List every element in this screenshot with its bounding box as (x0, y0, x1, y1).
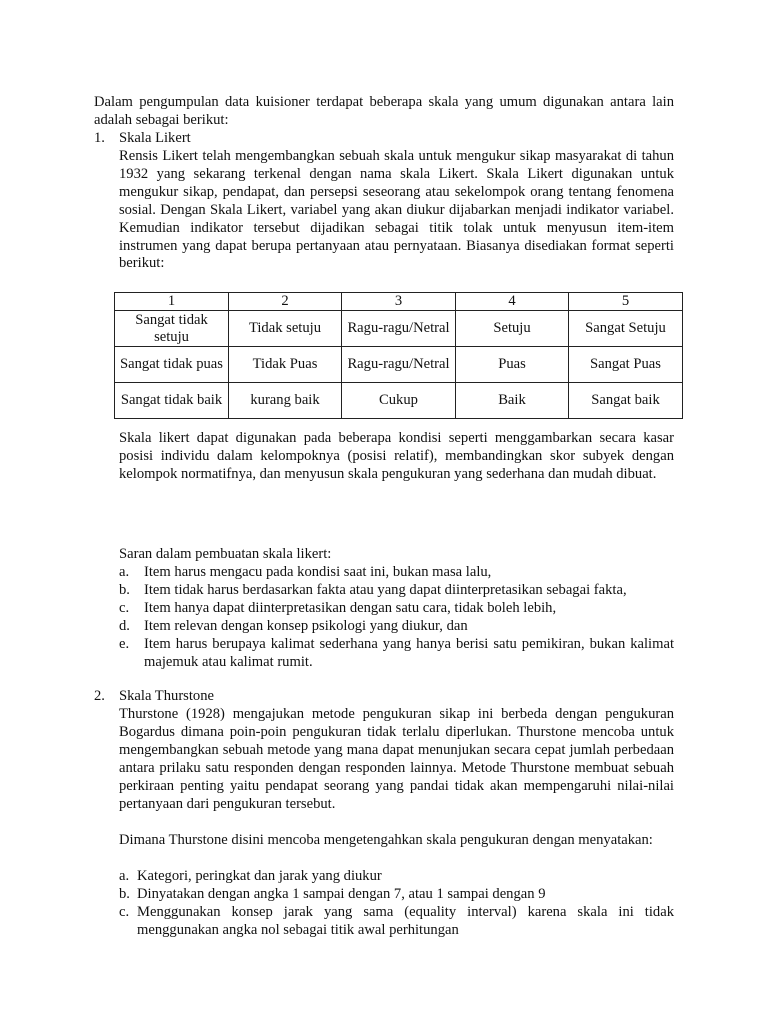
table-header-cell: 4 (456, 293, 569, 311)
section-2-number: 2. (94, 688, 105, 704)
table-row (115, 311, 683, 347)
list-item: Menggunakan konsep jarak yang sama (equality interval) karena skala ini tidak menggunakan angka nol sebagai titik awal perhitungan (137, 904, 674, 938)
section-2-title: Skala Thurstone (119, 688, 214, 704)
table-header-cell: 1 (115, 293, 229, 311)
list-item: Kategori, peringkat dan jarak yang diukur (137, 868, 382, 884)
table-cell: Ragu-ragu/Netral (342, 347, 456, 383)
list-marker: e. (119, 636, 130, 652)
table-cell: Sangat tidak puas (115, 347, 229, 383)
table-cell: Puas (456, 347, 569, 383)
table-cell: Baik (456, 383, 569, 419)
table-cell: Setuju (456, 311, 569, 347)
section-2-paragraph: Thurstone (1928) mengajukan metode pengukuran sikap ini berbeda dengan pengukuran Bogardus dimana poin-poin pengukuran tidak terlalu diperlukan. Thurstone mencoba untuk mengembangkan sebuah metode yang mana dapat menunjukan secara cepat jumlah perbedaan antara prilaku satu responden dengan responden lainnya. Metode Thurstone membuat sebuah perkiraan penting yaitu pendapat seorang yang pandai tidak akan mempengaruhi nilai-nilai pertanyaan dari pengukuran tersebut. (119, 706, 674, 812)
list-marker: b. (119, 886, 130, 902)
likert-tips-title: Saran dalam pembuatan skala likert: (119, 546, 332, 562)
list-item: Item tidak harus berdasarkan fakta atau yang dapat diinterpretasikan sebagai fakta, (144, 582, 627, 598)
likert-scale-table (114, 292, 683, 419)
list-marker: a. (119, 868, 130, 884)
table-header-cell: 2 (229, 293, 342, 311)
list-item: Item harus berupaya kalimat sederhana yang hanya berisi satu pemikiran, bukan kalimat majemuk atau kalimat rumit. (144, 636, 674, 670)
table-cell: Cukup (342, 383, 456, 419)
table-row (115, 383, 683, 419)
list-marker: d. (119, 618, 130, 634)
intro-paragraph: Dalam pengumpulan data kuisioner terdapat beberapa skala yang umum digunakan antara lain adalah sebagai berikut: (94, 94, 674, 128)
table-cell: Sangat Setuju (569, 311, 683, 347)
section-1-paragraph: Rensis Likert telah mengembangkan sebuah skala untuk mengukur sikap masyarakat di tahun 1932 yang sekarang terkenal dengan nama skala Likert. Skala Likert digunakan untuk mengukur sikap, pendapat, dan persepsi seseorang atau sekelompok orang tentang fenomena sosial. Dengan Skala Likert, variabel yang akan diukur dijabarkan menjadi indikator variabel. Kemudian indikator tersebut dijadikan sebagai titik tolak untuk menyusun item-item instrumen yang dapat berupa pertanyaan atau pernyataan. Biasanya disediakan format seperti berikut: (119, 148, 674, 272)
table-row (115, 347, 683, 383)
table-cell: Tidak Puas (229, 347, 342, 383)
table-cell: Sangat tidak baik (115, 383, 229, 419)
table-cell: Sangat tidak setuju (115, 311, 229, 347)
likert-usage-paragraph: Skala likert dapat digunakan pada beberapa kondisi seperti menggambarkan secara kasar posisi individu dalam kelompoknya (posisi relatif), membandingkan skor subyek dengan kelompok normatifnya, dan menyusun skala pengukuran yang sederhana dan mudah dibuat. (119, 430, 674, 482)
list-item: Item harus mengacu pada kondisi saat ini, bukan masa lalu, (144, 564, 492, 580)
table-header-row (115, 293, 683, 311)
table-cell: kurang baik (229, 383, 342, 419)
list-marker: c. (119, 600, 130, 616)
list-item: Item relevan dengan konsep psikologi yang diukur, dan (144, 618, 468, 634)
table-cell: Sangat baik (569, 383, 683, 419)
section-1-number: 1. (94, 130, 105, 146)
table-cell: Ragu-ragu/Netral (342, 311, 456, 347)
list-marker: c. (119, 904, 130, 920)
list-marker: a. (119, 564, 130, 580)
list-item: Item hanya dapat diinterpretasikan dengan satu cara, tidak boleh lebih, (144, 600, 557, 616)
list-marker: b. (119, 582, 130, 598)
table-header-cell: 5 (569, 293, 683, 311)
thurstone-intro-paragraph: Dimana Thurstone disini mencoba mengetengahkan skala pengukuran dengan menyatakan: (119, 832, 653, 848)
table-cell: Sangat Puas (569, 347, 683, 383)
list-item: Dinyatakan dengan angka 1 sampai dengan 7, atau 1 sampai dengan 9 (137, 886, 546, 902)
table-header-cell: 3 (342, 293, 456, 311)
section-1-title: Skala Likert (119, 130, 191, 146)
table-cell: Tidak setuju (229, 311, 342, 347)
